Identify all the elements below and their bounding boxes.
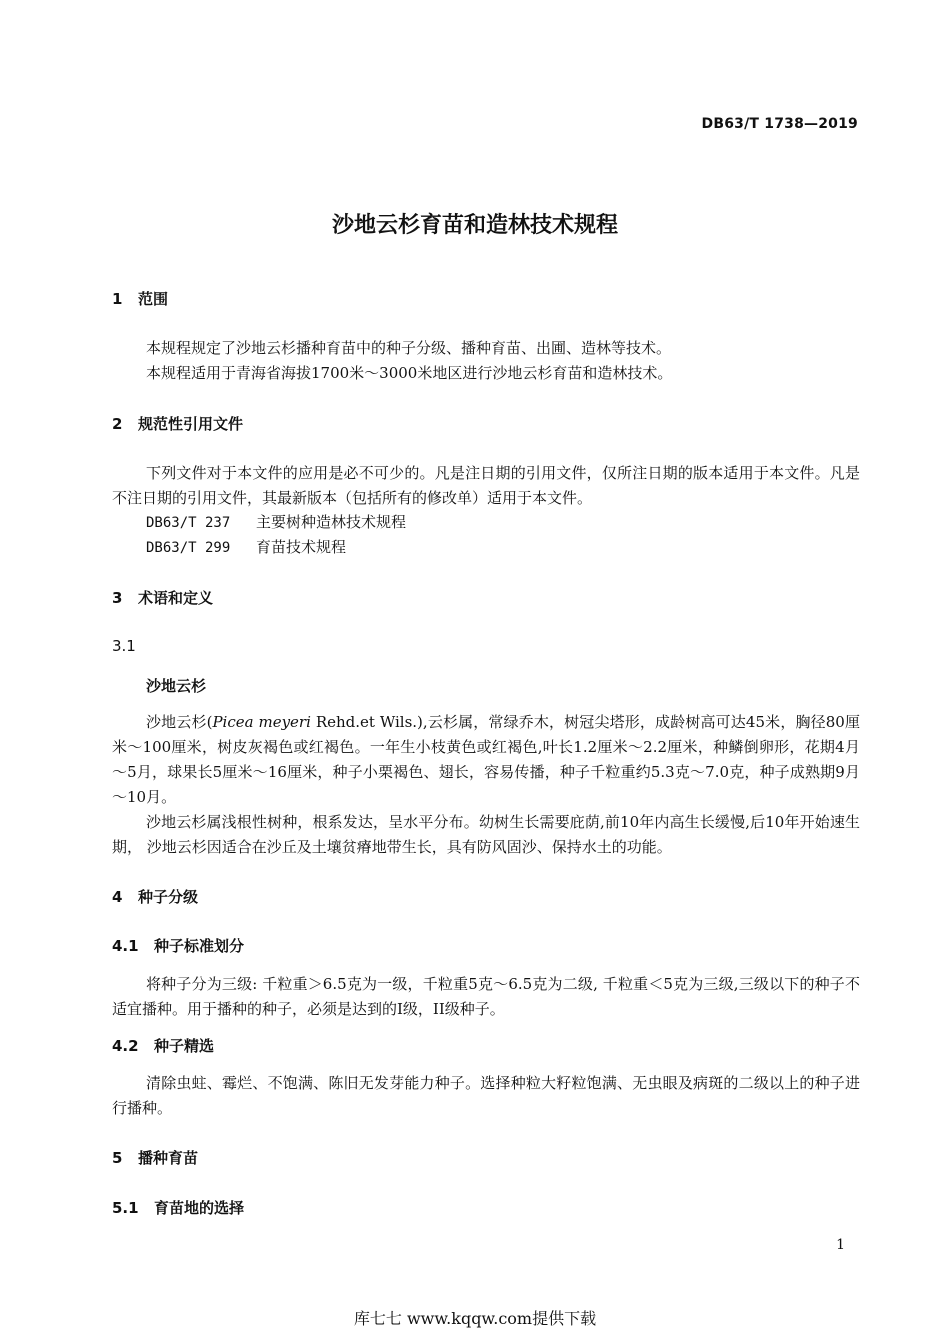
section-1-heading: [112, 288, 168, 309]
subsection-title: 种子标准划分: [154, 937, 245, 955]
section-number: 3: [112, 589, 123, 607]
section-number: 2: [112, 415, 123, 433]
reference-item: [146, 536, 346, 557]
subsection-title: 育苗地的选择: [154, 1199, 245, 1217]
reference-item: [146, 511, 406, 532]
paragraph: 清除虫蛀、霉烂、不饱满、陈旧无发芽能力种子。选择种粒大籽粒饱满、无虫眼及病斑的二级以上的种子进行播种。: [112, 1074, 860, 1117]
footer-watermark: 库七七 www.kqqw.com提供下载: [353, 1309, 597, 1328]
text-span: 沙地云杉(: [146, 713, 213, 731]
subsection-4-1-heading: [112, 935, 244, 956]
subsection-title: 种子精选: [154, 1037, 215, 1055]
page-title: 沙地云杉育苗和造林技术规程: [331, 213, 618, 238]
reference-code: DB63/T 237: [146, 515, 231, 531]
paragraph: 本规程规定了沙地云杉播种育苗中的种子分级、播种育苗、出圃、造林等技术。: [146, 339, 672, 357]
section-2-heading: [112, 413, 243, 434]
term-name: 沙地云杉: [146, 677, 207, 695]
section-title: 种子分级: [138, 888, 199, 906]
subsection-5-1-heading: [112, 1197, 244, 1218]
paragraph: 下列文件对于本文件的应用是必不可少的。凡是注日期的引用文件，仅所注日期的版本适用于本文件。凡是不注日期的引用文件，其最新版本（包括所有的修改单）适用于本文件。: [112, 464, 860, 507]
reference-code: DB63/T 299: [146, 540, 231, 556]
paragraph: 将种子分为三级: 千粒重＞6.5克为一级，千粒重5克～6.5克为二级, 千粒重＜5克为三级,三级以下的种子不适宜播种。用于播种的种子，必须是达到的I级，II级种子。: [112, 975, 860, 1018]
section-title: 规范性引用文件: [138, 415, 244, 433]
section-title: 播种育苗: [138, 1149, 199, 1167]
paragraph: 本规程适用于青海省海拔1700米～3000米地区进行沙地云杉育苗和造林技术。: [146, 364, 673, 382]
section-5-heading: [112, 1147, 198, 1168]
paragraph: 沙地云杉属浅根性树种，根系发达，呈水平分布。幼树生长需要庇荫,前10年内高生长缓慢,后10年开始速生期， 沙地云杉因适合在沙丘及土壤贫瘠地带生长，具有防风固沙、保持水土的功能。: [112, 813, 860, 856]
section-3-heading: [112, 587, 213, 608]
section-number: 1: [112, 290, 123, 308]
text-span: Rehd.et Wils.),云杉属，常绿乔木，树冠尖塔形，成龄树高可达45米，胸径80厘米～100厘米，树皮灰褐色或红褐色。一年生小枝黄色或红褐色,叶长1.2厘米～2.2厘米，种鳞倒卵形，花期4月～5月，球果长5厘米～16厘米，种子小栗褐色、翅长，容易传播，种子千粒重约5.3克～7.0克，种子成熟期9月～10月。: [112, 713, 860, 806]
subsection-number: 3.1: [112, 637, 136, 655]
subsection-number: 4.2: [112, 1037, 139, 1055]
subsection-4-2-heading: [112, 1035, 214, 1056]
reference-name: 主要树种造林技术规程: [256, 513, 407, 531]
section-number: 5: [112, 1149, 123, 1167]
subsection-number: 4.1: [112, 937, 139, 955]
section-title: 术语和定义: [138, 589, 214, 607]
reference-name: 育苗技术规程: [256, 538, 347, 556]
subsection-number: 5.1: [112, 1199, 139, 1217]
page-number: 1: [836, 1237, 845, 1253]
section-title: 范围: [138, 290, 169, 308]
latin-name: Picea meyeri: [212, 713, 311, 731]
standard-code: DB63/T 1738—2019: [701, 116, 858, 132]
section-4-heading: [112, 886, 198, 907]
section-number: 4: [112, 888, 123, 906]
paragraph: [112, 710, 860, 810]
